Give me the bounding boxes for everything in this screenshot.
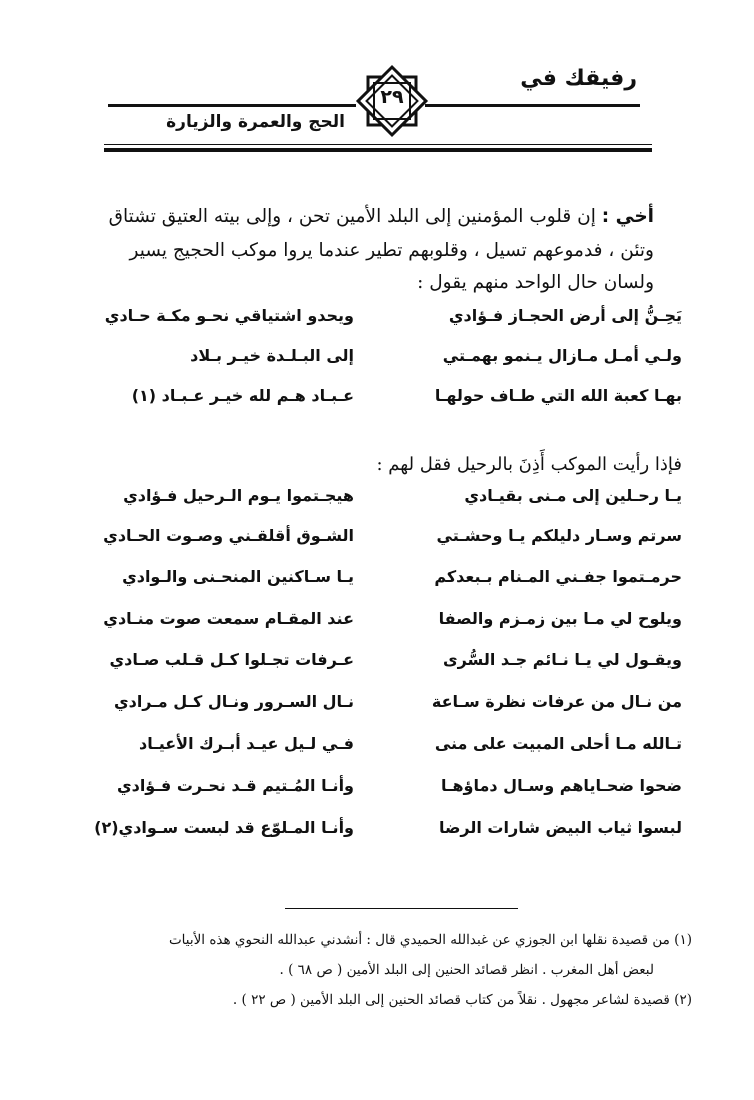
- poem2-verse-7-second: فـي لـيل عيـد أبـرك الأعيـاد: [139, 734, 354, 753]
- poem2-verse-5-second: عـرفات تجـلوا كـل قـلب صـادي: [109, 650, 354, 669]
- poem2-verse-6-first: من نـال من عرفات نظرة سـاعة: [431, 692, 682, 711]
- poem2-verse-1-second: هيجـتموا يـوم الـرحيل فـؤادي: [123, 486, 354, 505]
- poem2-verse-5-first: ويقـول لي يـا نـائم جـد السُّرى: [442, 650, 682, 669]
- poem1-verse-1-first: يَحِـنُّ إلى أرض الحجـاز فـؤادي: [448, 306, 682, 325]
- intro-line-2: وتئن ، فدموعهم تسيل ، وقلوبهم تطير عندما يروا موكب الحجيج يسير: [129, 240, 654, 261]
- poem1-verse-1-second: ويحدو اشتياقي نحـو مكـة حـادي: [104, 306, 354, 325]
- running-title-bottom: الحج والعمرة والزيارة: [166, 112, 345, 132]
- poem2-verse-6-second: نـال السـرور ونـال كـل مـرادي: [113, 692, 354, 711]
- intro-line-1: [100, 202, 654, 232]
- footnote-1-line-1: (١) من قصيدة نقلها ابن الجوزي عن غبدالله الحميدي قال : أنشدني عبدالله النحوي هذه الأبيات: [168, 932, 692, 948]
- poem2-verse-3-second: يـا سـاكنين المنحـنى والـوادي: [122, 567, 354, 586]
- poem1-verse-3-second: عـبـاد هـم لله خيـر عـبـاد (١): [131, 386, 354, 405]
- footnote-separator: [285, 908, 518, 909]
- poem2-verse-7-first: تـالله مـا أحلى المبيت على منى: [434, 734, 682, 753]
- intro-lead-word: أخي :: [601, 206, 654, 227]
- page-number: ٢٩: [380, 86, 404, 108]
- intro-line-3: ولسان حال الواحد منهم يقول :: [417, 272, 654, 293]
- header-rule-left: [108, 104, 356, 107]
- poem1-verse-2-first: ولـي أمـل مـازال يـنمو بهمـتي: [442, 346, 682, 365]
- poem2-lead: فإذا رأيت الموكب أَذِنَ بالرحيل فقل لهم :: [376, 454, 682, 475]
- header-rule-thin: [104, 144, 652, 145]
- poem1-verse-3-first: بهـا كعبة الله التي طـاف حولهـا: [434, 386, 682, 405]
- header-rule-right: [425, 104, 640, 107]
- running-title-top: رفيقك في: [520, 66, 637, 91]
- header-rule-thick: [104, 148, 652, 152]
- footnote-1-line-2: لبعض أهل المغرب . انظر قصائد الحنين إلى البلد الأمين ( ص ٦٨ ) .: [279, 962, 654, 978]
- poem2-verse-3-first: حرمـتموا جفـني المـنام بـبعدكم: [434, 567, 682, 586]
- poem2-verse-9-first: لبسوا ثياب البيض شارات الرضا: [438, 818, 682, 837]
- poem1-verse-2-second: إلى البـلـدة خيـر بـلاد: [190, 346, 354, 365]
- poem2-verse-8-second: وأنـا المُـتيم قـد نحـرت فـؤادي: [116, 776, 354, 795]
- footnote-2: (٢) قصيدة لشاعر مجهول . نقلاً من كتاب قصائد الحنين إلى البلد الأمين ( ص ٢٢ ) .: [232, 992, 692, 1008]
- poem2-verse-2-first: سرتم وسـار دليلكم يـا وحشـتي: [436, 526, 682, 545]
- poem2-verse-4-second: عند المقـام سمعت صوت منـادي: [103, 609, 354, 628]
- poem2-verse-4-first: ويلوح لي مـا بين زمـزم والصفا: [438, 609, 682, 628]
- poem2-verse-1-first: يـا رحـلين إلى مـنى بقيـادي: [464, 486, 682, 505]
- poem2-verse-8-first: ضحوا ضحـاياهم وسـال دماؤهـا: [440, 776, 682, 795]
- intro-line-1-text: إن قلوب المؤمنين إلى البلد الأمين تحن ، وإلى بيته العتيق تشتاق: [108, 206, 596, 227]
- poem2-verse-2-second: الشـوق أقلقـني وصـوت الحـادي: [103, 526, 354, 545]
- poem2-verse-9-second: وأنـا المـلوّع قد لبست سـوادي(٢): [94, 818, 354, 837]
